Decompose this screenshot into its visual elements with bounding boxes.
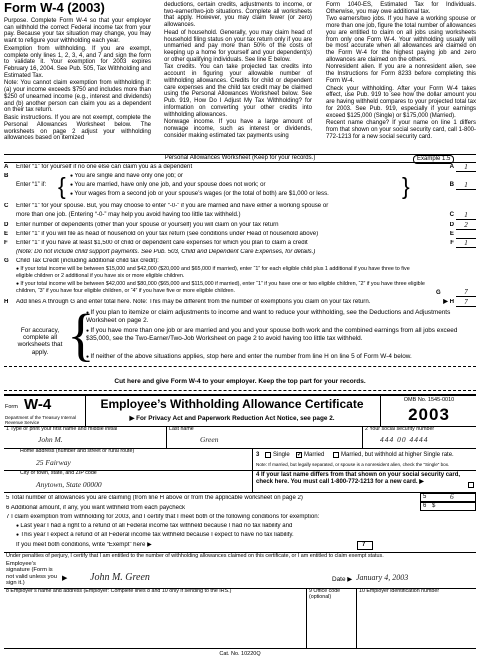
intro-column-1 [4,18,151,143]
exemption-paragraph: Exemption from withholding. If you are exempt, complete only lines 1, 2, 3, 4, and 7 and sign the form to validate it. Your exemption for 2003 expires February 16, 2004. See Pub. 505, Tax Withholding and Estimated Tax. [4,45,151,79]
form-label: Form [5,404,18,410]
line-b: B Enter “1” if: { ● You are single and have only one job; or ● You are married, have only one job, and your spouse does not work; or ● Your wages from a second job or your spouse’s wages (or the total of both) are $1,000 or less. } B [4,173,476,201]
accuracy-bullet-2: ● If you have more than one job or are married and you and your spouse both work and the combined earnings from all jobs exceed $35,000, see the Two-Earner/Two-Job Worksheet on page 2 to avoid having too little tax withheld. [86,327,476,342]
line-3-number: 3 [256,452,260,458]
city-field[interactable]: Anytown, State 00000 [36,480,102,489]
form-name: W-4 [24,396,52,413]
line-3-note: Note: If married, but legally separated, or spouse is a nonresident alien, check the “Single” box. [256,462,450,467]
line-f-note: (Note: Do not include child support payments. See Pub. 503, Child and Dependent Care Expenses, for details.) [16,249,316,255]
name-differs-checkbox[interactable] [468,482,474,488]
line-6-value[interactable]: $ [432,503,436,509]
married-higher-checkbox[interactable] [333,452,339,458]
married-checkbox[interactable]: ✓ [297,452,303,458]
intro-column-2 [164,2,312,140]
married-higher-label: Married, but withhold at higher Single rate. [341,452,454,458]
accuracy-bullet-3: ● If neither of the above situations applies, stop here and enter the number from line H on line 5 of Form W-4 below. [86,353,476,361]
line-7-exempt: If you meet both conditions, write “Exempt” here ▶ [16,542,152,548]
address-label: Home address (number and street or rural route) [20,448,135,454]
first-name-field[interactable]: John M. [38,435,63,444]
purpose-paragraph: Purpose. Complete Form W-4 so that your employer can withhold the correct Federal income tax from your pay. Because your tax situation may change, you may want to refigure your withholding each year. [4,18,151,45]
head-of-household-paragraph: Head of household. Generally, you may claim head of household filing status on your tax return only if you are unmarried and pay more than 50% of the costs of keeping up a home for yourself and your dependent(s) or other qualifying individuals. See line E below. [164,29,312,63]
note-paragraph: Note: You cannot claim exemption from withholding if: (a) your income exceeds $750 and includes more than $250 of unearned income (e.g., interest and dividends) and (b) another person can claim you as a dependent on their tax return. [4,80,151,114]
answer-b[interactable]: 1 [456,182,476,190]
form-title: Form W-4 (2003) [4,0,105,15]
tax-year: 2003 [408,405,450,424]
date-field[interactable]: January 4, 2003 [356,573,409,582]
employer-name-label: 8 Employer’s name and address (Employer: Complete lines 8 and 10 only if sending to the IRS.) [6,588,232,594]
perjury-statement: Under penalties of perjury, I certify that I am entitled to the number of withholding allowances claimed on this certificate, or I am entitled to claim exempt status. [6,553,384,559]
first-name-label: 1 Type or print your first name and middle initial [6,426,118,432]
answer-h[interactable]: 7 [456,299,476,307]
city-label: City or town, state, and ZIP code [20,470,97,476]
omb-number: OMB No. 1545-0010 [403,397,455,403]
basic-instructions-paragraph: Basic instructions. If you are not exempt, complete the Personal Allowances Worksheet below. The worksheets on page 2 adjust your withholding allowances based on itemized [4,115,151,142]
signature-label: Employee’s signature (Form is not valid unless you sign it.) [6,561,57,587]
single-checkbox[interactable] [265,452,271,458]
answer-e[interactable] [456,231,476,239]
worksheet-title: Personal Allowances Worksheet (Keep for your records.) [164,155,316,161]
line-5: 5 Total number of allowances you are claiming (from line H above or from the applicable worksheet on page 2) [6,495,303,501]
answer-a[interactable]: 1 [456,164,476,172]
certificate-title: Employee’s Withholding Allowance Certificate [100,397,364,411]
intro-column-3 [326,2,476,141]
date-label: Date ▶ [332,576,353,583]
line-6-box [420,502,476,511]
line-c: C Enter “1” for your spouse. But, you may choose to enter “-0-” if you are married and have either a working spouse or more than one job. (Entering “-0-” may help you avoid having too little tax withheld.) C [4,203,454,218]
department-label: Department of the Treasury Internal Revenue Service [5,415,77,426]
office-code-label: 9 Office code (optional) [309,588,341,600]
example-tag: Example 1.5 [413,155,454,164]
line-d: D Enter number of dependents (other than your spouse or yourself) you will claim on your tax return D [4,222,454,228]
line-a: A Enter “1” for yourself if no one else can claim you as a dependent A [4,164,454,170]
last-name-field[interactable]: Green [200,435,219,444]
married-label: Married [304,452,325,458]
answer-d[interactable]: 2 [456,222,476,230]
answer-g[interactable]: 7 [456,289,476,297]
employer-id-label: 10 Employer identification number [359,588,440,594]
ssn-field[interactable]: 444 00 4444 [380,435,429,444]
line-e: E Enter “1” if you will file as head of household on your tax return (see conditions under Head of household above) E [4,231,454,237]
line-7: 7 I claim exemption from withholding for 2003, and I certify that I meet both of the following conditions for exemption: [6,514,320,520]
line-6: 6 Additional amount, if any, you want withheld from each paycheck [6,505,186,511]
deductions-paragraph: deductions, certain credits, adjustments to income, or two-earner/two-job situations. Complete all worksheets that apply. However, you may claim fewer (or zero) allowances. [164,2,312,29]
nonresident-paragraph: Nonresident alien. If you are a nonresident alien, see the Instructions for Form 8233 before completing this Form W-4. [326,64,476,84]
cut-line-text: Cut here and give Form W-4 to your employer. Keep the top part for your records. [114,378,366,385]
line-4-text: 4 If your last name differs from that shown on your social security card, check here. You must call 1-800-772-1213 for a new card. ▶ [256,472,461,485]
signature-field[interactable]: John M. Green [90,572,150,583]
line-g-bullet-1: ● If your total income will be between $15,000 and $42,000 ($20,000 and $65,000 if married), enter “1” for each eligible child plus 1 additional if you have three to five eligible children or 2 additional if you have six or more eligible children. [16,266,426,279]
form-1040es-paragraph: Form 1040-ES, Estimated Tax for Individuals. Otherwise, you may owe additional tax. [326,2,476,15]
line-7-condition-2: ● This year I expect a refund of all Federal income tax withheld because I expect to have no tax liability. [16,532,476,540]
privacy-notice: ▶ For Privacy Act and Paperwork Reduction Act Notice, see page 2. [129,415,335,422]
tax-credits-paragraph: Tax credits. You can take projected tax credits into account in figuring your allowable number of withholding allowances. Credits for child or dependent care expenses and the child tax credit may be claimed using the Personal Allowances Worksheet below. See Pub. 919, How Do I Adjust My Tax Withholding? for information on converting your other credits into withholding allowances. [164,64,312,118]
line-5-value[interactable]: 6 [450,492,454,501]
accuracy-bullet-1: ● If you plan to itemize or claim adjustments to income and want to reduce your withholding, see the Deductions and Adjustments Worksheet on page 2. [86,309,476,324]
line-5-box [420,493,476,502]
nonwage-income-paragraph: Nonwage income. If you have a large amount of nonwage income, such as interest or dividends, consider making estimated tax payments using [164,119,312,139]
single-label: Single [273,452,290,458]
line-g: G Child Tax Credit (including additional child tax credit): [4,258,159,264]
line-f: F Enter “1” if you have at least $1,500 of child or dependent care expenses for which you plan to claim a credit F [4,240,454,246]
ssn-label: 2 Your social security number [365,426,435,432]
line-7-number: 7 [362,542,366,548]
line-7-condition-1: ● Last year I had a right to a refund of all Federal income tax withheld because I had no tax liability and [16,523,476,531]
two-earners-paragraph: Two earners/two jobs. If you have a working spouse or more than one job, figure the total number of allowances you are entitled to claim on all jobs using worksheets from only one Form W-4. Your withholding usually will be most accurate when all allowances are claimed on the Form W-4 for the highest paying job and zero allowances are claimed on the others. [326,16,476,63]
name-change-paragraph: Recent name change? If your name on line 1 differs from that shown on your social security card, call 1-800-772-1213 for a new social security card. [326,120,476,140]
line-h: H Add lines A through G and enter total here. Note: This may be different from the number of exemptions you claim on your tax return. ▶ H [4,299,454,305]
last-name-label: Last name [169,426,194,432]
address-field[interactable]: 25 Fairway [36,458,71,467]
line-g-bullet-2: ● If your total income will be between $42,000 and $80,000 ($65,000 and $115,000 if married), enter “1” if you have one or two eligible children, “2” if you have three eligible children, “3” if you have four eligible children, or “4” if you have five or more eligible children. [16,281,426,294]
check-withholding-paragraph: Check your withholding. After your Form W-4 takes effect, use Pub. 919 to see how the dollar amount you are having withheld compares to your projected total tax for 2003. See Pub. 919, especially if your earnings exceed $125,000 (Single) or $175,000 (Married). [326,85,476,119]
answer-f[interactable]: 1 [456,240,476,248]
accuracy-label: For accuracy, complete all worksheets that apply. [17,327,63,356]
catalog-number: Cat. No. 10220Q [219,651,261,657]
answer-c[interactable]: 1 [456,212,476,220]
